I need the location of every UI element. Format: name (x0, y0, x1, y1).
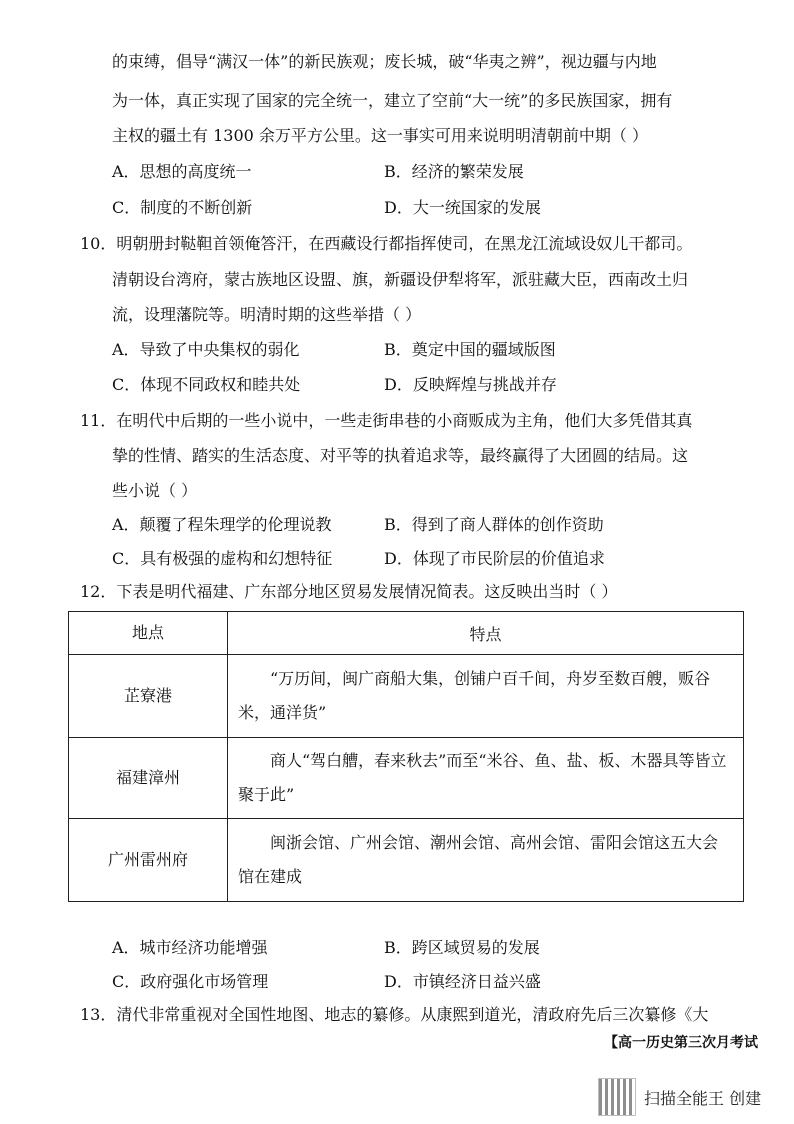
q11-line-1: 11．在明代中后期的一些小说中，一些走街串巷的小商贩成为主角，他们大多凭借其真 (80, 411, 693, 430)
table-cell-place: 福建漳州 (69, 738, 228, 819)
table-header-feature: 特点 (228, 612, 744, 655)
q12-option-b: B．跨区域贸易的发展 (384, 938, 540, 957)
q13-line-1: 13．清代非常重视对全国性地图、地志的纂修。从康熙到道光，清政府先后三次纂修《大 (80, 1005, 709, 1024)
table-cell-place: 芷寮港 (69, 655, 228, 738)
q10-option-b: B．奠定中国的疆域版图 (384, 340, 556, 359)
q10-line-3: 流，设理藩院等。明清时期的这些举措（ ） (112, 305, 422, 324)
q12-stem: 12．下表是明代福建、广东部分地区贸易发展情况简表。这反映出当时（ ） (80, 582, 618, 601)
q9-line-2: 为一体，真正实现了国家的完全统一，建立了空前“大一统”的多民族国家，拥有 (112, 91, 673, 110)
q11-option-a: A．颠覆了程朱理学的伦理说教 (112, 515, 332, 534)
q10-line-1: 10．明朝册封鞑靼首领俺答汗，在西藏设行都指挥使司，在黑龙江流域设奴儿干都司。 (80, 234, 693, 253)
q9-line-3: 主权的疆土有 1300 余万平方公里。这一事实可用来说明明清朝前中期（ ） (112, 126, 648, 145)
q11-option-d: D．体现了市民阶层的价值追求 (384, 549, 605, 568)
q10-option-d: D．反映辉煌与挑战并存 (384, 375, 557, 394)
q9-line-1: 的束缚，倡导“满汉一体”的新民族观；废长城，破“华夷之辨”，视边疆与内地 (112, 52, 657, 71)
table-row (69, 738, 744, 819)
q12-option-d: D．市镇经济日益兴盛 (384, 972, 541, 991)
q11-line-2: 挚的性情、踏实的生活态度、对平等的执着追求等，最终赢得了大团圆的结局。这 (112, 446, 689, 465)
trade-table (68, 611, 744, 902)
table-cell-feature: 商人“驾白艚，春来秋去”而至“米谷、鱼、盐、板、木器具等皆立聚于此” (228, 738, 744, 819)
q12-option-c: C．政府强化市场管理 (112, 972, 269, 991)
q11-option-c: C．具有极强的虚构和幻想特征 (112, 549, 333, 568)
table-cell-feature: 闽浙会馆、广州会馆、潮州会馆、高州会馆、雷阳会馆这五大会馆在建成 (228, 819, 744, 902)
table-header-place: 地点 (69, 612, 228, 655)
table-row (69, 655, 744, 738)
q9-option-d: D．大一统国家的发展 (384, 198, 541, 217)
q9-option-a: A．思想的高度统一 (112, 162, 252, 181)
q11-line-3: 些小说（ ） (112, 481, 198, 500)
q9-option-b: B．经济的繁荣发展 (384, 162, 524, 181)
q10-line-2: 清朝设台湾府，蒙古族地区设盟、旗，新疆设伊犁将军，派驻藏大臣，西南改土归 (112, 270, 689, 289)
table-cell-feature: “万历间，闽广商船大集，创铺户百千间，舟岁至数百艘，贩谷米，通洋货” (228, 655, 744, 738)
q11-option-b: B．得到了商人群体的创作资助 (384, 515, 604, 534)
q10-option-c: C．体现不同政权和睦共处 (112, 375, 301, 394)
table-row (69, 819, 744, 902)
qr-code-icon (598, 1078, 636, 1116)
table-cell-place: 广州雷州府 (69, 819, 228, 902)
q9-option-c: C．制度的不断创新 (112, 198, 253, 217)
footer-exam-tag: 【高一历史第三次月考试 (604, 1035, 758, 1051)
watermark-text: 扫描全能王 创建 (644, 1088, 762, 1108)
q10-option-a: A．导致了中央集权的弱化 (112, 340, 300, 359)
scanner-watermark (598, 1078, 761, 1116)
q12-option-a: A．城市经济功能增强 (112, 938, 268, 957)
